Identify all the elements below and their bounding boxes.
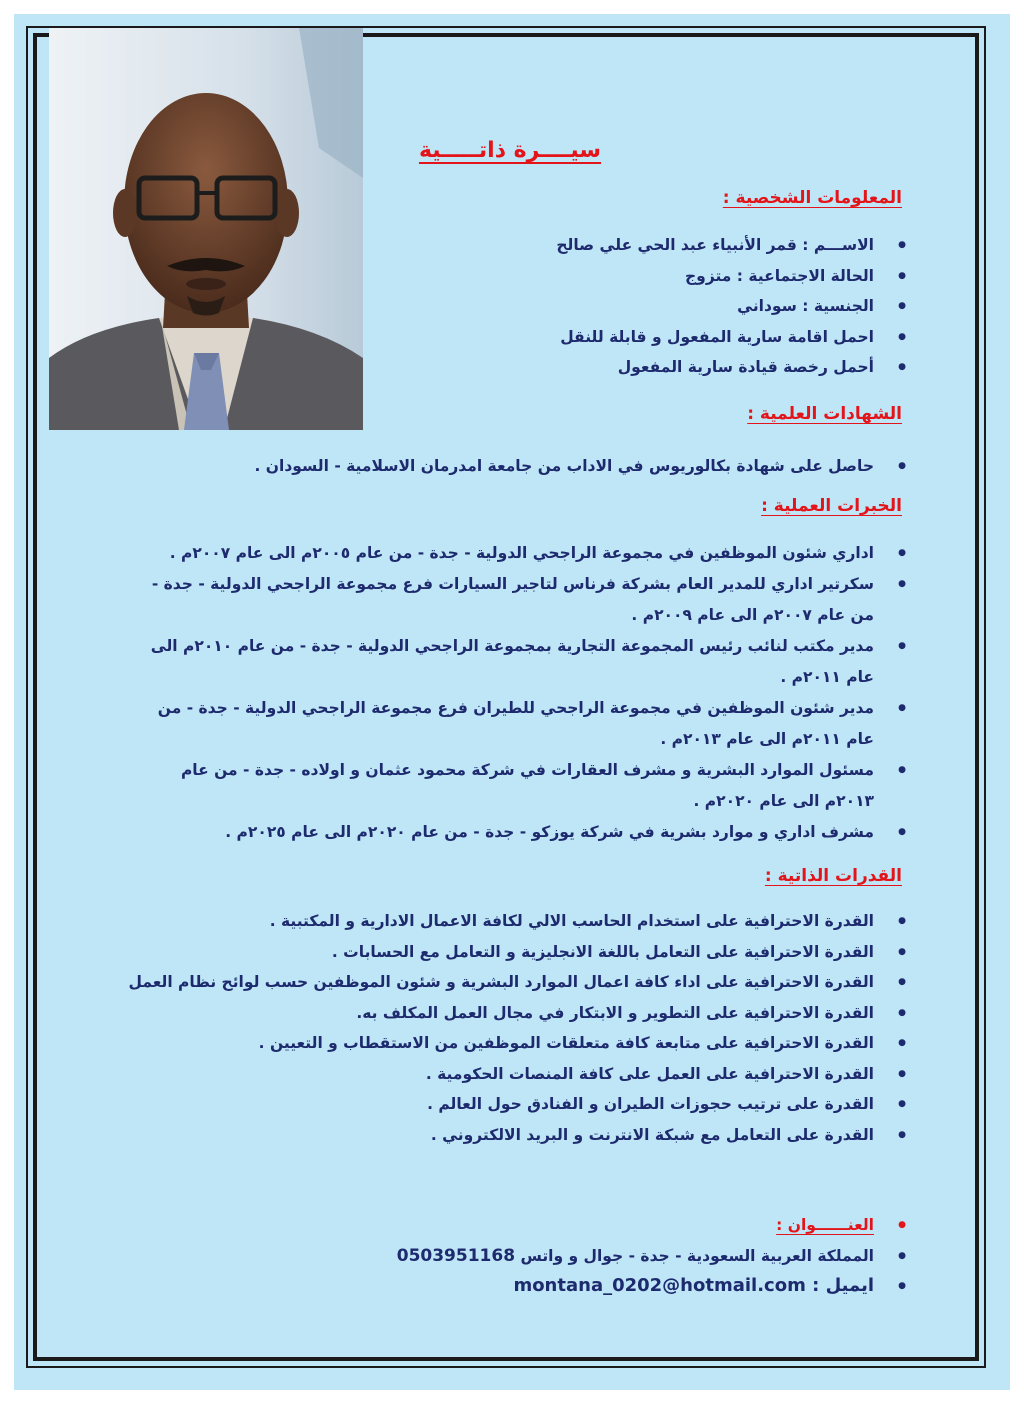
list-item: ● مدير مكتب لنائب رئيس المجموعة التجارية بمجموعة الراجحي الدولية - جدة - من عام ٢٠١٠م الى عام ٢٠١١م . — [139, 631, 874, 693]
skills-list — [114, 906, 874, 1150]
section-heading-skills: القدرات الذاتية : — [764, 866, 902, 886]
email-item — [314, 1271, 874, 1302]
list-item: ● الجنسية : سوداني — [414, 291, 874, 322]
list-item: ● مسئول الموارد البشرية و مشرف العقارات في شركة محمود عثمان و اولاده - جدة - من عام ٢٠١٣م الى عام ٢٠٢٠م . — [139, 755, 874, 817]
experience-list — [139, 538, 874, 848]
list-item: ● اداري شئون الموظفين في مجموعة الراجحي الدولية - جدة - من عام ٢٠٠٥م الى عام ٢٠٠٧م . — [139, 538, 874, 569]
phone-number[interactable]: 0503951168 — [396, 1245, 516, 1266]
list-item: ● مشرف اداري و موارد بشرية في شركة يوزكو - جدة - من عام ٢٠٢٠م الى عام ٢٠٢٥م . — [139, 817, 874, 848]
contact-list — [314, 1210, 874, 1302]
list-item: ● مدير شئون الموظفين في مجموعة الراجحي للطيران فرع مجموعة الراجحي الدولية - جدة - من عام ٢٠١١م الى عام ٢٠١٣م . — [139, 693, 874, 755]
list-item: ● القدرة الاحترافية على العمل على كافة المنصات الحكومية . — [114, 1059, 874, 1090]
email-link[interactable]: montana_0202@hotmail.com — [513, 1275, 806, 1296]
list-item: ● القدرة على التعامل مع شبكة الانترنت و البريد الالكتروني . — [114, 1120, 874, 1151]
profile-photo — [49, 28, 363, 430]
personal-info-list — [414, 230, 874, 383]
list-item: ● سكرتير اداري للمدير العام بشركة فرناس لتاجير السيارات فرع مجموعة الراجحي الدولية - جدة - من عام ٢٠٠٧م الى عام ٢٠٠٩م . — [139, 569, 874, 631]
list-item: ● القدرة الاحترافية على اداء كافة اعمال الموارد البشرية و شئون الموظفين حسب لوائح نظام العمل — [114, 967, 874, 998]
list-item: ● القدرة الاحترافية على التعامل باللغة الانجليزية و التعامل مع الحسابات . — [114, 937, 874, 968]
address-text: المملكة العربية السعودية - جدة - جوال و واتس — [520, 1246, 874, 1265]
list-item: ● القدرة الاحترافية على التطوير و الابتكار في مجال العمل المكلف به. — [114, 998, 874, 1029]
list-item: ● حاصل على شهادة بكالوريوس في الاداب من جامعة امدرمان الاسلامية - السودان . — [134, 451, 874, 482]
education-list — [134, 451, 874, 482]
list-item: ● القدرة على ترتيب حجوزات الطيران و الفنادق حول العالم . — [114, 1089, 874, 1120]
list-item: ● أحمل رخصة قيادة سارية المفعول — [414, 352, 874, 383]
address-item — [314, 1241, 874, 1272]
list-item: ● القدرة الاحترافية على متابعة كافة متعلقات الموظفين من الاستقطاب و التعيين . — [114, 1028, 874, 1059]
list-item: ● الاســـم : قمر الأنبياء عبد الحي علي صالح — [414, 230, 874, 261]
list-item: ● الحالة الاجتماعية : متزوج — [414, 261, 874, 292]
email-label: ايميل : — [812, 1275, 874, 1296]
section-heading-personal: المعلومات الشخصية : — [722, 188, 902, 208]
section-heading-address: ● العنــــــوان : — [314, 1210, 874, 1241]
section-heading-experience: الخبرات العملية : — [761, 496, 902, 516]
document-title: سيــــرة ذاتـــــية — [418, 138, 602, 163]
list-item: ● القدرة الاحترافية على استخدام الحاسب الالي لكافة الاعمال الادارية و المكتبية . — [114, 906, 874, 937]
list-item: ● احمل اقامة سارية المفعول و قابلة للنقل — [414, 322, 874, 353]
section-heading-education: الشهادات العلمية : — [747, 404, 902, 424]
